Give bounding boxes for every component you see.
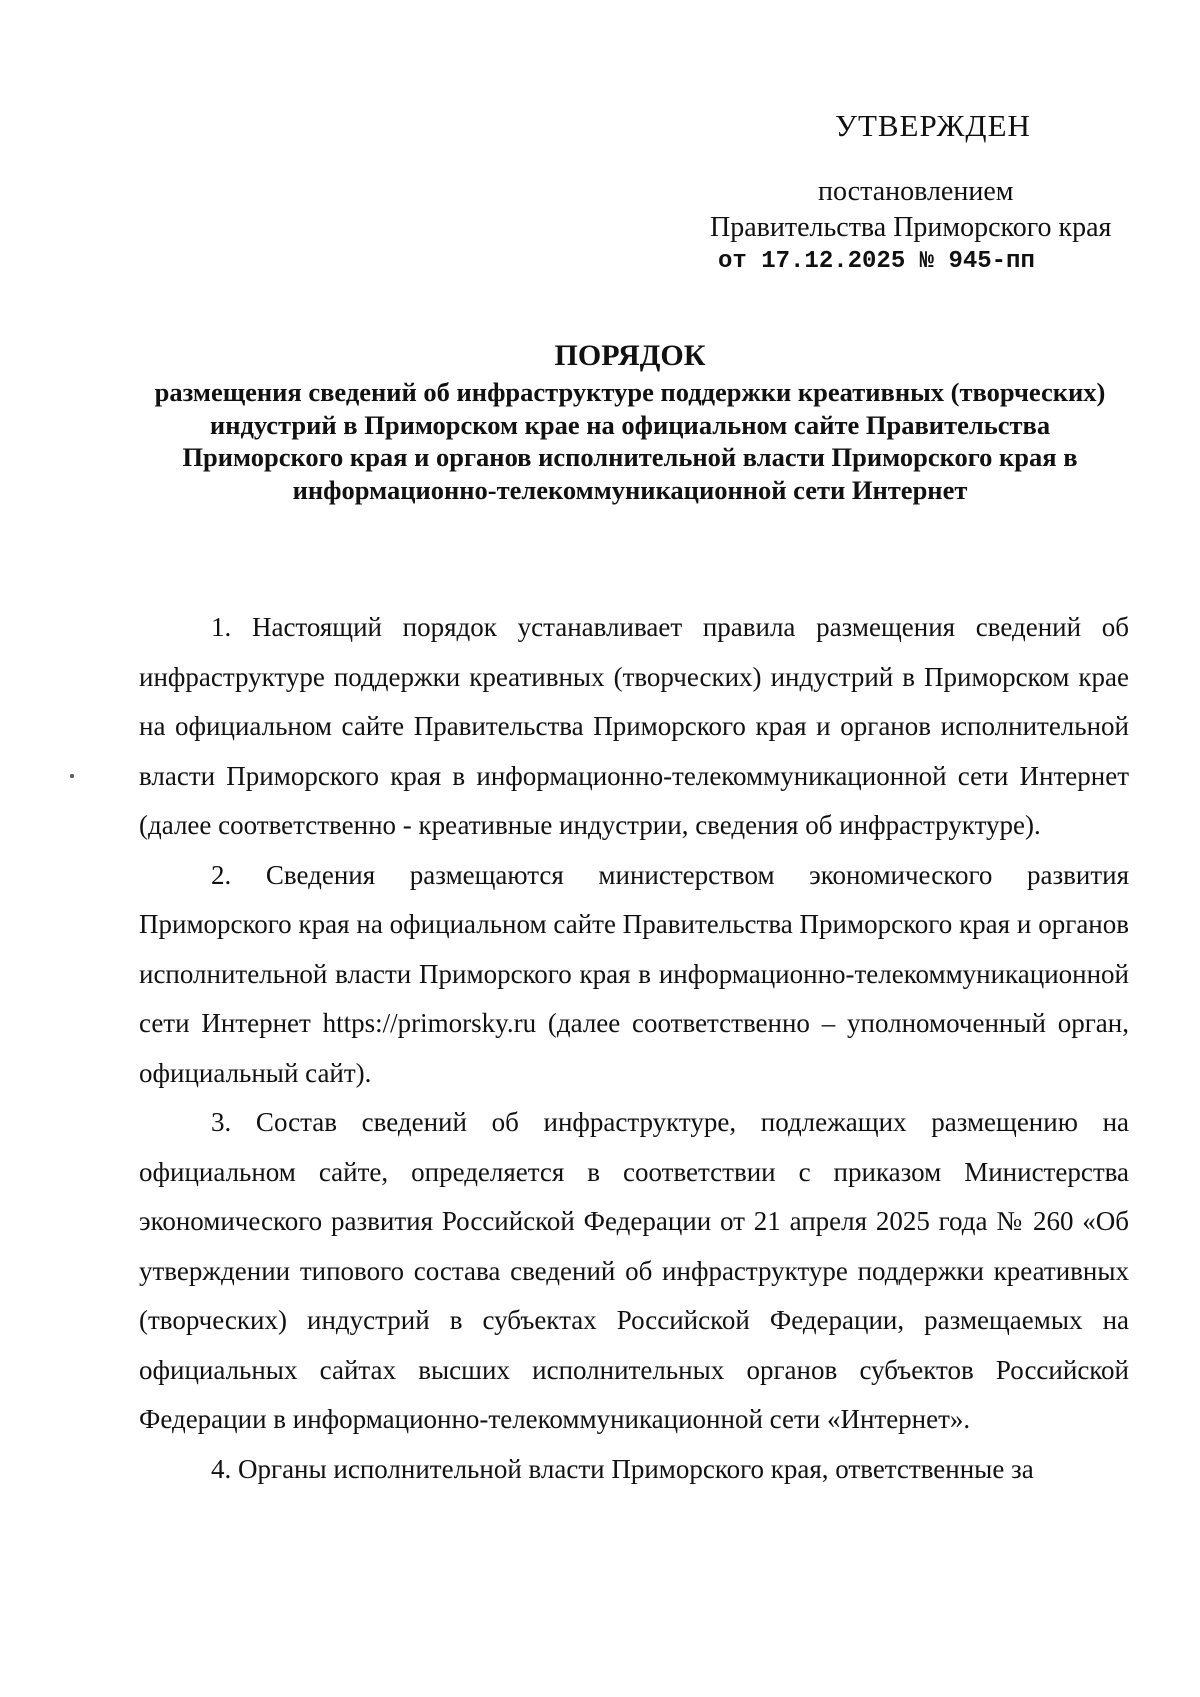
approval-government-line: Правительства Приморского края [710,212,1112,243]
document-title [130,336,1130,506]
approval-date-number: от 17.12.2025 № 945-пп [718,248,1035,275]
document-body [139,603,1129,1494]
document-title-main: ПОРЯДОК [554,339,706,372]
approval-stamp-heading: УТВЕРЖДЕН [835,108,1031,143]
paragraph-4: 4. Органы исполнительной власти Приморского края, ответственные за [211,1453,1034,1484]
document-title-subtitle: размещения сведений об инфраструктуре поддержки креативных (творческих) индустрий в Приморском крае на официальном сайте Правительства Приморского края и органов исполнительной власти Приморского края в информационно-телекоммуникационной сети Интернет [154,377,1106,505]
paragraph-3: 3. Состав сведений об инфраструктуре, подлежащих размещению на официальном сайте, определяется в соответствии с приказом Министерства экономического развития Российской Федерации от 21 апреля 2025 года № 260 «Об утверждении типового состава сведений об инфраструктуре поддержки креативных (творческих) индустрий в субъектах Российской Федерации, размещаемых на официальных сайтах высших исполнительных органов субъектов Российской Федерации в информационно-телекоммуникационной сети «Интернет». [139,1107,1129,1434]
scan-margin-dot [70,774,74,778]
paragraph-1: 1. Настоящий порядок устанавливает правила размещения сведений об инфраструктуре поддержки креативных (творческих) индустрий в Приморском крае на официальном сайте Правительства Приморского края и органов исполнительной власти Приморского края в информационно-телекоммуникационной сети Интернет (далее соответственно - креативные индустрии, сведения об инфраструктуре). [139,612,1129,840]
approval-resolution-line: постановлением [818,176,1014,207]
paragraph-2: 2. Сведения размещаются министерством экономического развития Приморского края на официальном сайте Правительства Приморского края и органов исполнительной власти Приморского края в информационно-телекоммуникационной сети Интернет https://primorsky.ru (далее соответственно – уполномоченный орган, официальный сайт). [139,859,1129,1088]
